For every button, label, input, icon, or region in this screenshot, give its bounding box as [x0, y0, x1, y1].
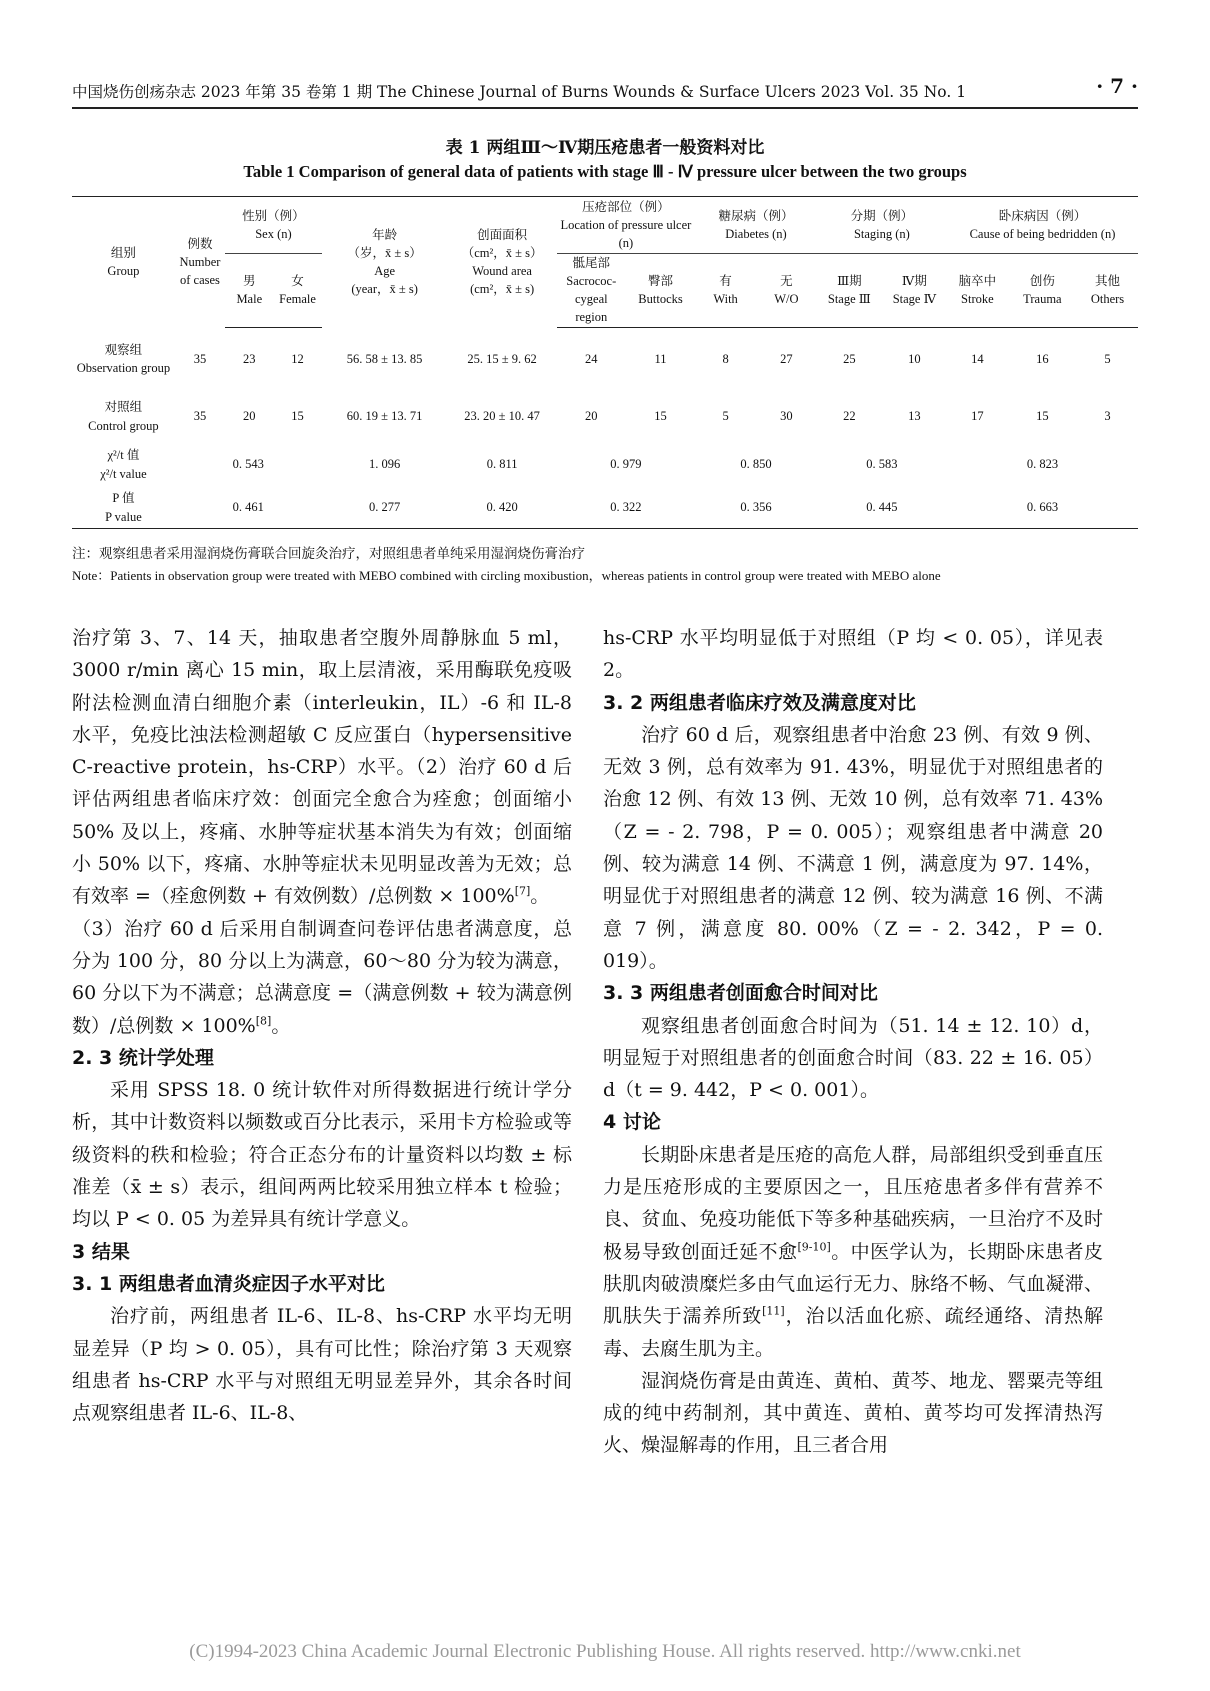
cell-male: 23 [243, 352, 256, 367]
cell-wo: 30 [780, 409, 793, 424]
stat-sex: 0. 543 [232, 457, 264, 472]
paragraph: 采用 SPSS 18. 0 统计软件对所得数据进行统计学分析，其中计数资料以频数或百分比表示，采用卡方检验或等级资料的秩和检验；符合正态分布的计量资料以均数 ± 标准差（x̄ ± s）表示，组间两两比较采用独立样本 t 检验；均以 P < 0. 05 为差异具有统计学意义。 [72, 1079, 572, 1231]
stat-cause: 0. 823 [1026, 457, 1059, 472]
th-buttocks: 臀部 Buttocks [626, 254, 695, 328]
citation: [7] [514, 885, 531, 899]
cell-s3: 22 [843, 409, 856, 424]
table-1 [72, 196, 1138, 529]
citation: [9-10] [797, 1240, 831, 1254]
section-heading: 3. 3 两组患者创面愈合时间对比 [603, 982, 878, 1005]
stat-diabetes: 0. 850 [740, 457, 772, 472]
th-sacrococcygeal: 骶尾部 Sacrococ-cygeal region [557, 254, 626, 328]
section-heading: 3. 1 两组患者血清炎症因子水平对比 [72, 1272, 385, 1295]
citation: [11] [762, 1304, 785, 1318]
th-stroke: 脑卒中 Stroke [947, 254, 1008, 328]
cell-cases: 35 [193, 352, 207, 367]
paragraph: 治疗前，两组患者 IL-6、IL-8、hs-CRP 水平均无明显差异（P 均 > 0. 05），具有可比性；除治疗第 3 天观察组患者 hs-CRP 水平与对照组无明显差异外，其余各时间点观察组患者 IL-6、IL-8、 [72, 1305, 572, 1425]
cell-sacro: 24 [585, 352, 598, 367]
cell-male: 20 [243, 409, 256, 424]
page-number: · 7 · [1096, 74, 1138, 98]
stat-location: 0. 979 [610, 457, 642, 472]
journal-info: 中国烧伤创疡杂志 2023 年第 35 卷第 1 期 The Chinese Journal of Burns Wounds & Surface Ulcers 2023 Vol. 35 No. 1 [72, 83, 967, 101]
cell-wo: 27 [780, 352, 793, 367]
paragraph: hs-CRP 水平均明显低于对照组（P 均 < 0. 05），详见表 2。 [603, 627, 1103, 682]
paragraph: 治疗第 3、7、14 天，抽取患者空腹外周静脉血 5 ml，3000 r/min 离心 15 min，取上层清液，采用酶联免疫吸附法检测血清白细胞介素（interleukin，IL）-6 和 IL-8 水平，免疫比浊法检测超敏 C 反应蛋白（hypersensitive C-reactive protein，hs-CRP）水平。（2）治疗 60 d 后评估两组患者临床疗效：创面完全愈合为痊愈；创面缩小 50% 及以上，疼痛、水肿等症状基本消失为有效；创面缩小 50% 以下，疼痛、水肿等症状未见明显改善为无效；总有效率 =（痊愈例数 + 有效例数）/总例数 × 100%[7]。 [72, 627, 572, 908]
paragraph: 湿润烧伤膏是由黄连、黄柏、黄芩、地龙、罂粟壳等组成的纯中药制剂，其中黄连、黄柏、黄芩均可发挥清热泻火、燥湿解毒的作用，且三者合用 [603, 1369, 1103, 1457]
cell-buttocks: 11 [654, 352, 667, 367]
th-age: 年龄 （岁，x̄ ± s） Age (year，x̄ ± s) [322, 197, 448, 328]
section-heading: 4 讨论 [603, 1111, 661, 1134]
citation: [8] [255, 1014, 272, 1028]
cell-trauma: 15 [1036, 409, 1049, 424]
th-wound-area: 创面面积 （cm²，x̄ ± s） Wound area (cm²，x̄ ± s) [448, 197, 557, 328]
th-without: 无 W/O [756, 254, 817, 328]
stat-wound: 0. 420 [448, 488, 557, 529]
cell-female: 12 [291, 352, 304, 367]
stat-age: 0. 277 [322, 488, 448, 529]
copyright-footer: (C)1994-2023 China Academic Journal Electronic Publishing House. All rights reserved. http://www.cnki.net [189, 1641, 1021, 1662]
cell-with: 5 [722, 409, 729, 424]
section-heading: 3 结果 [72, 1240, 130, 1263]
th-cases: 例数 Number of cases [175, 197, 225, 328]
cell-s4: 10 [908, 352, 921, 367]
cell-sacro: 20 [585, 409, 598, 424]
header-rule [72, 107, 1138, 109]
th-female: 女 Female [273, 254, 321, 328]
table-title-cn: 表 1 两组Ⅲ～Ⅳ期压疮患者一般资料对比 [445, 138, 765, 158]
stat-staging: 0. 445 [817, 488, 947, 529]
table-note-en: Note：Patients in observation group were treated with MEBO combined with circling moxibustion，whereas patients in control group were treated with MEBO alone [72, 568, 941, 583]
paragraph: 治疗 60 d 后，观察组患者中治愈 23 例、有效 9 例、无效 3 例，总有效率为 91. 43%，明显优于对照组患者的治愈 12 例、有效 13 例、无效 10 例，总有效率 71. 43%（Z = - 2. 798，P = 0. 005）；观察组患者中满意 20 例、较为满意 14 例、不满意 1 例，满意度为 97. 14%，明显优于对照组患者的满意 12 例、较为满意 16 例、不满意 7 例，满意度 80. 00%（Z = - 2. 342，P = 0. 019）。 [603, 723, 1103, 972]
row-group-label: 对照组 Control group [88, 400, 159, 433]
th-sex: 性别（例） Sex (n) [225, 197, 322, 254]
running-header [72, 74, 1138, 104]
stat-location: 0. 322 [557, 488, 695, 529]
cell-wound: 23. 20 ± 10. 47 [464, 409, 540, 424]
cell-cases: 35 [193, 409, 207, 424]
stat-wound: 0. 811 [486, 457, 518, 472]
cell-s4: 13 [908, 409, 921, 424]
cell-others: 3 [1104, 409, 1111, 424]
th-location: 压疮部位（例） Location of pressure ulcer (n) [557, 197, 695, 254]
th-stage-4: Ⅳ期 Stage Ⅳ [882, 254, 947, 328]
stat-sex: 0. 461 [175, 488, 322, 529]
section-heading: 2. 3 统计学处理 [72, 1046, 214, 1069]
stat-label: P 值 P value [72, 488, 175, 529]
body-column-left [72, 622, 572, 1429]
section-heading: 3. 2 两组患者临床疗效及满意度对比 [603, 691, 916, 714]
cell-others: 5 [1104, 352, 1111, 367]
th-trauma: 创伤 Trauma [1008, 254, 1077, 328]
data-table [72, 196, 1138, 529]
cell-stroke: 17 [971, 409, 984, 424]
table-note-cn: 注：观察组患者采用湿润烧伤膏联合回旋灸治疗，对照组患者单纯采用湿润烧伤膏治疗 [72, 546, 585, 562]
table-title-en: Table 1 Comparison of general data of patients with stage Ⅲ - Ⅳ pressure ulcer between the two groups [243, 162, 967, 181]
th-cause: 卧床病因（例） Cause of being bedridden (n) [947, 197, 1138, 254]
stat-cause: 0. 663 [947, 488, 1138, 529]
body-column-right [603, 622, 1103, 1462]
th-stage-3: Ⅲ期 Stage Ⅲ [817, 254, 882, 328]
stat-label: χ²/t 值 χ²/t value [100, 448, 147, 481]
th-male: 男 Male [225, 254, 273, 328]
stat-row [72, 442, 1138, 488]
table-row [72, 392, 1138, 442]
th-group: 组别 Group [72, 197, 175, 328]
cell-with: 8 [722, 352, 729, 367]
stat-age: 1. 096 [368, 457, 401, 472]
th-others: 其他 Others [1077, 254, 1138, 328]
header-row-1 [72, 197, 1138, 254]
th-diabetes: 糖尿病（例） Diabetes (n) [695, 197, 817, 254]
stat-staging: 0. 583 [866, 457, 898, 472]
cell-wound: 25. 15 ± 9. 62 [467, 352, 537, 367]
th-with: 有 With [695, 254, 756, 328]
stat-diabetes: 0. 356 [695, 488, 817, 529]
th-staging: 分期（例） Staging (n) [817, 197, 947, 254]
cell-age: 56. 58 ± 13. 85 [346, 352, 423, 367]
cell-trauma: 16 [1036, 352, 1049, 367]
paragraph: 长期卧床患者是压疮的高危人群，局部组织受到垂直压力是压疮形成的主要原因之一，且压疮患者多伴有营养不良、贫血、免疫功能低下等多种基础疾病，一旦治疗不及时极易导致创面迁延不愈[9-10]。中医学认为，长期卧床患者皮肤肌肉破溃糜烂多由气血运行无力、脉络不畅、气血凝滞、肌肤失于濡养所致[11]，治以活血化瘀、疏经通络、清热解毒、去腐生肌为主。 [603, 1143, 1103, 1360]
cell-buttocks: 15 [654, 409, 667, 424]
cell-s3: 25 [843, 352, 856, 367]
paragraph: （3）治疗 60 d 后采用自制调查问卷评估患者满意度，总分为 100 分，80 分以上为满意，60～80 分为较为满意，60 分以下为不满意；总满意度 =（满意例数 + 较为满意例数）/总例数 × 100%[8]。 [72, 917, 572, 1037]
cell-age: 60. 19 ± 13. 71 [346, 409, 423, 424]
table-row [72, 327, 1138, 392]
row-group-label: 观察组 Observation group [76, 343, 171, 376]
stat-row [72, 488, 1138, 529]
paragraph: 观察组患者创面愈合时间为（51. 14 ± 12. 10）d，明显短于对照组患者的创面愈合时间（83. 22 ± 16. 05）d（t = 9. 442，P < 0. 001）。 [603, 1014, 1103, 1102]
header-row-2 [72, 254, 1138, 328]
cell-stroke: 14 [971, 352, 984, 367]
cell-female: 15 [291, 409, 304, 424]
